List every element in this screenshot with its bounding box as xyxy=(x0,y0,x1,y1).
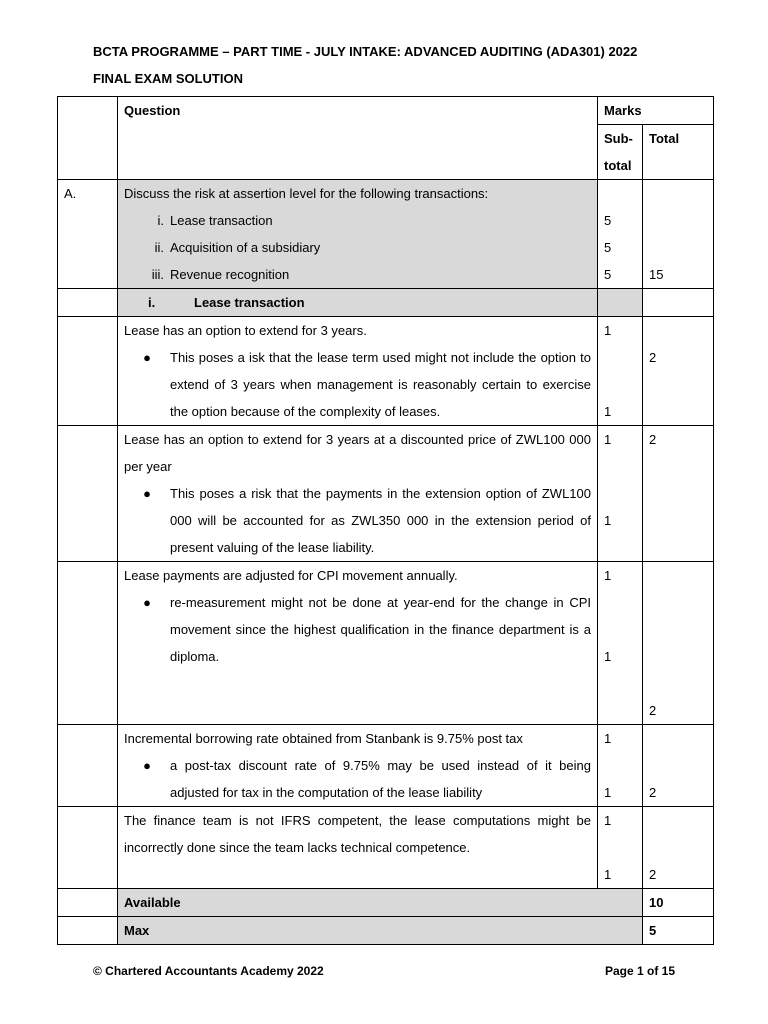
page-number: Page 1 of 15 xyxy=(604,964,675,978)
list-item: iii. Revenue recognition xyxy=(151,267,290,282)
list-item: i. Lease transaction xyxy=(157,213,273,228)
subheading-row xyxy=(58,289,714,317)
section-a-total: 15 xyxy=(643,180,714,289)
marks-header: Marks xyxy=(598,97,714,125)
solution-table xyxy=(57,96,714,945)
max-value: 5 xyxy=(643,917,714,945)
document-subtitle: FINAL EXAM SOLUTION xyxy=(93,71,243,86)
table-row: The finance team is not IFRS competent, the lease computations might be incorrectly done since the team lacks technical competence. 1 1 2 xyxy=(58,807,714,889)
available-label: Available xyxy=(118,889,643,917)
max-label: Max xyxy=(118,917,643,945)
available-row xyxy=(58,889,714,917)
section-label: A. xyxy=(58,180,118,289)
section-a-row xyxy=(58,180,714,289)
table-row: Lease has an option to extend for 3 years at a discounted price of ZWL100 000 per year ● This poses a risk that the payments in the extension option of ZWL100 000 will be accounted for as ZWL350 000 in the extension period of present valuing of the lease liability. 1 1 2 xyxy=(58,426,714,562)
footer-copyright: © Chartered Accountants Academy 2022 xyxy=(93,964,324,978)
list-item: ii. Acquisition of a subsidiary xyxy=(154,240,321,255)
document-title: BCTA PROGRAMME – PART TIME - JULY INTAKE: ADVANCED AUDITING (ADA301) 2022 xyxy=(93,44,638,59)
section-a-question: Discuss the risk at assertion level for the following transactions: i. Lease transaction ii. Acquisition of a subsidiary iii. Revenue recognition xyxy=(118,180,598,289)
table-header-row xyxy=(58,97,714,125)
subtotal-header: Sub- total xyxy=(598,125,643,180)
available-value: 10 xyxy=(643,889,714,917)
section-a-subtotals: 5 5 5 xyxy=(598,180,643,289)
table-row: Lease payments are adjusted for CPI movement annually. ● re-measurement might not be done at year-end for the change in CPI movement since the highest qualification in the finance department is a diploma. 1 1 2 xyxy=(58,562,714,725)
max-row xyxy=(58,917,714,945)
subheading-lease: i. Lease transaction xyxy=(118,289,598,317)
table-row: Incremental borrowing rate obtained from Stanbank is 9.75% post tax ● a post-tax discount rate of 9.75% may be used instead of it being adjusted for tax in the computation of the lease liability 1 1 2 xyxy=(58,725,714,807)
table-row: Lease has an option to extend for 3 years. ● This poses a isk that the lease term used might not include the option to extend of 3 years when management is reasonably certain to exercise the option because of the complexity of leases. 1 1 2 xyxy=(58,317,714,426)
total-header: Total xyxy=(643,125,714,180)
question-header: Question xyxy=(118,97,598,180)
